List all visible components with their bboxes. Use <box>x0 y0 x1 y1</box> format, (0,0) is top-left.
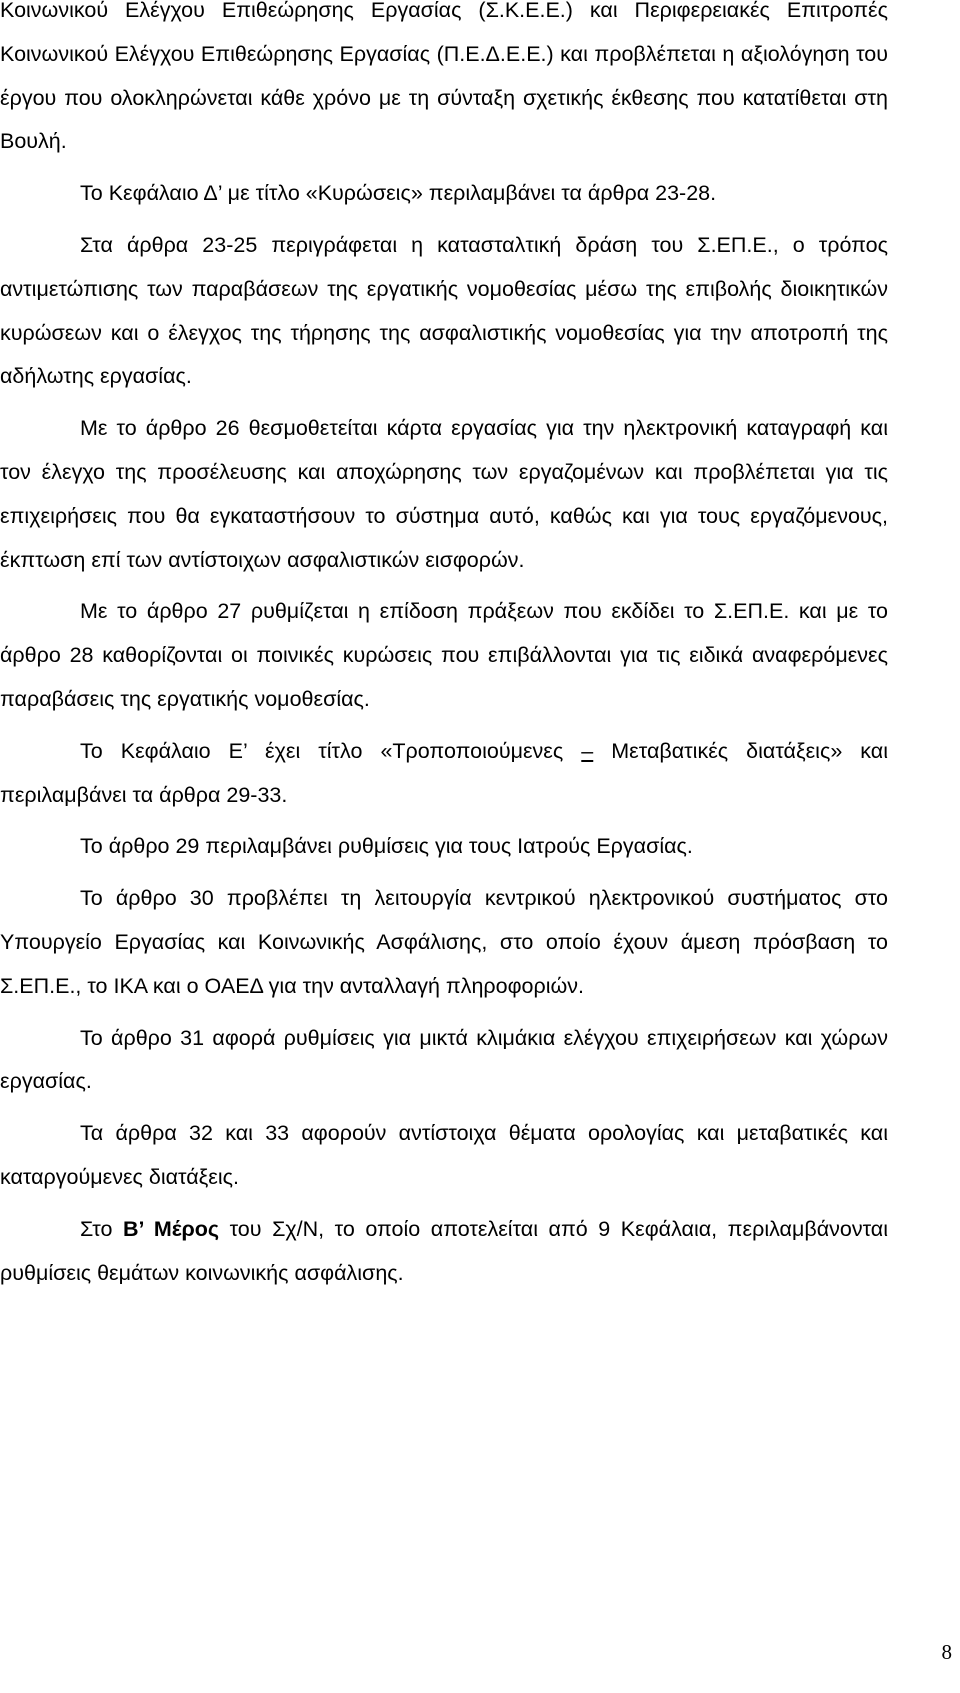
paragraph-article-30: Το άρθρο 30 προβλέπει τη λειτουργία κεντρικού ηλεκτρονικού συστήματος στο Υπουργείο Εργασίας και Κοινωνικής Ασφάλισης, στο οποίο έχουν άμεση πρόσβαση το Σ.ΕΠ.Ε., το ΙΚΑ και ο ΟΑΕΔ για την ανταλλαγή πληροφοριών. <box>0 886 888 998</box>
paragraph-articles-23-25: Στα άρθρα 23-25 περιγράφεται η κατασταλτική δράση του Σ.ΕΠ.Ε., ο τρόπος αντιμετώπισης των παραβάσεων της εργατικής νομοθεσίας μέσω της επιβολής διοικητικών κυρώσεων και ο έλεγχος της τήρησης της ασφαλιστικής νομοθεσίας για την αποτροπή της αδήλωτης εργασίας. <box>0 232 888 389</box>
paragraph-committees: Κοινωνικού Ελέγχου Επιθεώρησης Εργασίας (Σ.Κ.Ε.Ε.) και Περιφερειακές Επιτροπές Κοινωνικού Ελέγχου Επιθεώρησης Εργασίας (Π.Ε.Δ.Ε.Ε.) και προβλέπεται η αξιολόγηση του έργου που ολοκληρώνεται κάθε χρόνο με τη σύνταξη σχετικής έκθεσης που κατατίθεται στη Βουλή. <box>0 0 888 154</box>
page-number: 8 <box>941 1640 952 1664</box>
chapter-e-text-end: Μεταβατικές διατάξεις» και περιλαμβάνει τα άρθρα 29-33. <box>0 738 888 807</box>
part-b-text-end: του Σχ/Ν, το οποίο αποτελείται από 9 Κεφάλαια, περιλαμβάνονται ρυθμίσεις θεμάτων κοινωνικής ασφάλισης. <box>0 1216 888 1285</box>
chapter-e-dash: – <box>581 738 594 763</box>
part-b-heading: Β’ Μέρος <box>122 1216 220 1241</box>
chapter-e-text-start: Το Κεφάλαιο Ε’ έχει τίτλο «Τροποποιούμενες <box>80 738 582 763</box>
paragraph-article-31: Το άρθρο 31 αφορά ρυθμίσεις για μικτά κλιμάκια ελέγχου επιχειρήσεων και χώρων εργασίας. <box>0 1025 888 1094</box>
paragraph-chapter-e <box>0 730 888 818</box>
paragraph-article-29: Το άρθρο 29 περιλαμβάνει ρυθμίσεις για τους Ιατρούς Εργασίας. <box>80 834 693 859</box>
paragraph-articles-27-28: Με το άρθρο 27 ρυθμίζεται η επίδοση πράξεων που εκδίδει το Σ.ΕΠ.Ε. και με το άρθρο 28 καθορίζονται οι ποινικές κυρώσεις που επιβάλλονται για τις ειδικά αναφερόμενες παραβάσεις της εργατικής νομοθεσίας. <box>0 599 888 711</box>
paragraph-chapter-d: Το Κεφάλαιο Δ’ με τίτλο «Κυρώσεις» περιλαμβάνει τα άρθρα 23-28. <box>80 181 717 206</box>
paragraph-articles-32-33: Τα άρθρα 32 και 33 αφορούν αντίστοιχα θέματα ορολογίας και μεταβατικές και καταργούμενες διατάξεις. <box>0 1121 888 1189</box>
paragraph-article-26: Με το άρθρο 26 θεσμοθετείται κάρτα εργασίας για την ηλεκτρονική καταγραφή και τον έλεγχο της προσέλευσης και αποχώρησης των εργαζομένων και προβλέπεται για τις επιχειρήσεις που θα εγκαταστήσουν το σύστημα αυτό, καθώς και για τους εργαζόμενους, έκπτωση επί των αντίστοιχων ασφαλιστικών εισφορών. <box>0 416 888 572</box>
part-b-text-start: Στο <box>80 1216 123 1241</box>
paragraph-part-b <box>0 1208 888 1296</box>
